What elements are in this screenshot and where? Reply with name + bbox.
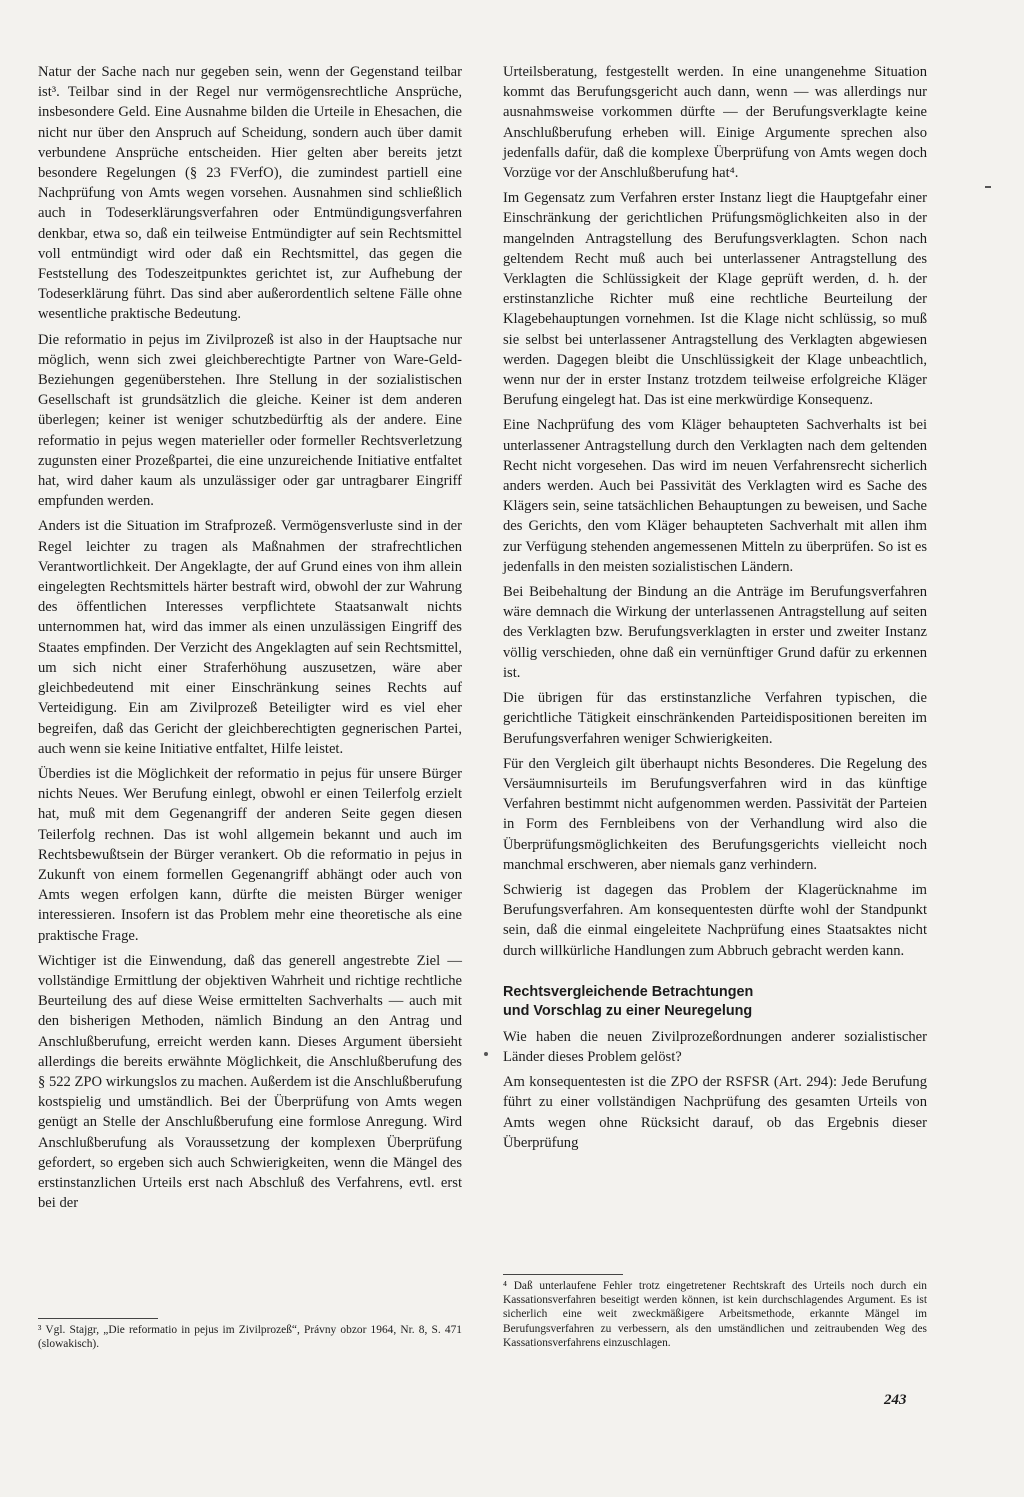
right-column	[503, 62, 927, 1158]
body-paragraph: Am konsequentesten ist die ZPO der RSFSR (Art. 294): Jede Berufung führt zu einer vollständigen Nachprüfung des gesamten Urteils von Amts wegen ohne Rücksicht darauf, ob das Ergebnis dieser Überprüfung	[503, 1074, 927, 1151]
body-paragraph: Für den Vergleich gilt überhaupt nichts Besonderes. Die Regelung des Versäumnisurteils im Berufungsverfahren wird in das künftige Verfahren bestimmt nicht aufgenommen werden. Passivität der Parteien in Form des Fernbleibens von der Verhandlung wird also die Überprüfungsmöglichkeiten des Berufungsgerichts vielleicht noch manchmal erschweren, aber niemals ganz verhindern.	[503, 755, 927, 873]
body-paragraph: Im Gegensatz zum Verfahren erster Instanz liegt die Hauptgefahr einer Einschränkung der gerichtlichen Prüfungsmöglichkeiten also in der mangelnden Antragstellung des Berufungsverklagten. Schon nach geltendem Recht muß auch bei unterlassener Antragstellung des Verklagten die Schlüssigkeit der Klage geprüft werden, d. h. der erstinstanzliche Richter muß eine rechtliche Beurteilung der Klagebehauptungen vornehmen. Ist die Klage nicht schlüssig, so muß sie selbst bei unterlassener Antragstellung des Verklagten abgewiesen werden. Dagegen bleibt die Unschlüssigkeit der Klage unbeachtlich, wenn nur der in erster Instanz trotzdem teilweise erfolgreiche Kläger Berufung eingelegt hat. Das ist eine merkwürdige Konsequenz.	[503, 190, 927, 409]
section-heading-line-1: Rechtsvergleichende Betrachtungen	[503, 983, 754, 1000]
scan-mark	[484, 1052, 488, 1056]
right-footnote-block	[503, 1274, 927, 1350]
footnote-divider	[38, 1318, 158, 1319]
body-paragraph: Die übrigen für das erstinstanzliche Verfahren typischen, die gerichtliche Tätigkeit einschränkenden Parteidispositionen bereiten im Berufungsverfahren weniger Schwierigkeiten.	[503, 690, 927, 747]
body-paragraph: Wie haben die neuen Zivilprozeßordnungen anderer sozialistischer Länder dieses Problem gelöst?	[503, 1028, 927, 1065]
body-paragraph: Natur der Sache nach nur gegeben sein, wenn der Gegenstand teilbar ist³. Teilbar sind in der Regel nur vermögensrechtliche Ansprüche, insbesondere Geld. Eine Ausnahme bilden die Urteile in Ehesachen, die nicht nur über den Anspruch auf Scheidung, sondern auch über damit verbundene Ansprüche entscheiden. Hier gelten aber bereits jetzt besondere Regelungen (§ 23 FVerfO), die zumindest partiell eine Nachprüfung von Amts wegen vorsehen. Ausnahmen sind schließlich auch in Todeserklärungsverfahren oder Entmündigungsverfahren denkbar, etwa so, daß ein teilweise Entmündigter auf sein Rechtsmittel voll entmündigt wird oder daß ein Rechtsmittel, das gegen die Feststellung des Todeszeitpunktes gerichtet ist, zur Aufhebung der Todeserklärung führt. Das sind aber außerordentlich seltene Fälle ohne wesentliche praktische Bedeutung.	[38, 64, 462, 323]
footnote-divider	[503, 1274, 623, 1275]
scan-mark	[985, 186, 991, 188]
body-paragraph: Anders ist die Situation im Strafprozeß. Vermögensverluste sind in der Regel leichter zu tragen als Maßnahmen der strafrechtlichen Verantwortlichkeit. Der Angeklagte, der auf Grund eines von ihm allein eingelegten Rechtsmittels härter bestraft wird, obwohl der zur Wahrung des öffentlichen Interesses verpflichtete Staatsanwalt nichts unternommen hat, wird das immer als einen unzulässigen Eingriff des Staates empfinden. Der Verzicht des Angeklagten auf sein Rechtsmittel, um sich nicht einer Straferhöhung auszusetzen, wäre aber gleichbedeutend mit einer Einschränkung seines Rechts auf Verteidigung. Ein am Zivilprozeß Beteiligter wird es viel eher begreifen, daß das Gericht der gleichberechtigten gegnerischen Partei, auch wenn sie keine Initiative entfaltet, Hilfe leistet.	[38, 518, 462, 757]
footnote-3: ³ Vgl. Stajgr, „Die reformatio in pejus im Zivilprozeß“, Právny obzor 1964, Nr. 8, S. 471 (slowakisch).	[38, 1324, 462, 1351]
body-paragraph: Schwierig ist dagegen das Problem der Klagerücknahme im Berufungsverfahren. Am konsequentesten dürfte wohl der Standpunkt sein, daß die einmal eingeleitete Nachprüfung eines Staatsaktes nicht durch willkürliche Handlungen zum Abbruch gebracht werden kann.	[503, 881, 927, 959]
page-number: 243	[884, 1392, 907, 1408]
section-heading-line-2: und Vorschlag zu einer Neuregelung	[503, 1002, 753, 1019]
body-paragraph: Die reformatio in pejus im Zivilprozeß ist also in der Hauptsache nur möglich, wenn sich zwei gleichberechtigte Partner von Ware-Geld-Beziehungen gegenüberstehen. Ihre Stellung in der sozialistischen Gesellschaft ist grundsätzlich die gleiche. Keiner ist dem anderen überlegen; keiner ist weniger schutzbedürftig als der andere. Eine reformatio in pejus wegen materieller oder formeller Rechtsverletzung zugunsten einer Prozeßpartei, die eine unzureichende Initiative entfaltet hat, wird daher kaum als unzulässiger oder gar untragbarer Eingriff empfunden werden.	[38, 331, 462, 510]
left-footnote-block	[38, 1318, 462, 1351]
body-paragraph: Eine Nachprüfung des vom Kläger behaupteten Sachverhalts ist bei unterlassener Antragstellung durch den Verklagten nach dem geltenden Recht nicht vorgesehen. Das wird im neuen Verfahrensrecht sicherlich anders werden. Auch bei Passivität des Verklagten wird es Sache des Klägers sein, seine tatsächlichen Behauptungen zu beweisen, und Sache des Gerichts, den vom Kläger behaupteten Sachverhalt mit allen ihm zur Verfügung stehenden angemessenen Mitteln zu überprüfen. So ist es jedenfalls in den meisten sozialistischen Ländern.	[503, 417, 927, 575]
body-paragraph: Überdies ist die Möglichkeit der reformatio in pejus für unsere Bürger nichts Neues. Wer Berufung einlegt, obwohl er einen Teilerfolg erzielt hat, muß mit dem Gegenangriff der anderen Seite gegen diesen Teilerfolg rechnen. Das ist wohl allgemein bekannt und auch im Rechtsbewußtsein der Bürger verankert. Ob die reformatio in pejus in Zukunft von einem formellen Gegenangriff abhängt oder auch von Amts wegen erfolgen kann, dürfte die meisten Bürger weniger interessieren. Insofern ist das Problem mehr eine theoretische als eine praktische Frage.	[38, 765, 462, 944]
body-paragraph: Wichtiger ist die Einwendung, daß das generell angestrebte Ziel — vollständige Ermittlung der objektiven Wahrheit und richtige rechtliche Beurteilung des auf diese Weise ermittelten Sachverhalts — auch mit den bisherigen Methoden, nämlich Bindung an den Antrag und Anschlußberufung, erreicht werden kann. Dieses Argument übersieht allerdings die bereits erwähnte Möglichkeit, die Anschlußberufung des § 522 ZPO wirkungslos zu machen. Außerdem ist die Anschlußberufung kostspielig und umständlich. Bei der Überprüfung von Amts wegen genügt an Stelle der Anschlußberufung eine formlose Anregung. Wird Anschlußberufung als Voraussetzung der komplexen Überprüfung gefordert, so ergeben sich auch Schwierigkeiten, wenn die Mängel des erstinstanzlichen Urteils erst nach Abschluß des Verfahrens, evtl. erst bei der	[38, 952, 462, 1212]
body-paragraph: Bei Beibehaltung der Bindung an die Anträge im Berufungsverfahren wäre demnach die Wirkung der unterlassenen Antragstellung auf seiten des Verklagten bzw. Berufungsverklagten in erster und zweiter Instanz völlig verschieden, ohne daß ein vernünftiger Grund dafür zu erkennen ist.	[503, 584, 927, 681]
body-paragraph: Urteilsberatung, festgestellt werden. In eine unangenehme Situation kommt das Berufungsgericht auch dann, wenn — was allerdings nur ausnahmsweise vorkommen dürfte — der Berufungsverklagte keine Anschlußberufung erheben will. Einige Argumente sprechen also jedenfalls dafür, daß die komplexe Überprüfung von Amts wegen doch Vorzüge vor der Anschlußberufung hat⁴.	[503, 64, 927, 182]
section-heading	[503, 983, 927, 1021]
left-column	[38, 62, 462, 1218]
footnote-4: ⁴ Daß unterlaufene Fehler trotz eingetretener Rechtskraft des Urteils noch durch ein Kassationsverfahren beseitigt werden können, ist kein durchschlagendes Argument. Es ist sicherlich eine weit zweckmäßigere Arbeitsmethode, erkannte Mängel im Berufungsverfahren zu verbessern, als den umständlichen und zeitraubenden Weg des Kassationsverfahrens einzuschlagen.	[503, 1280, 927, 1349]
